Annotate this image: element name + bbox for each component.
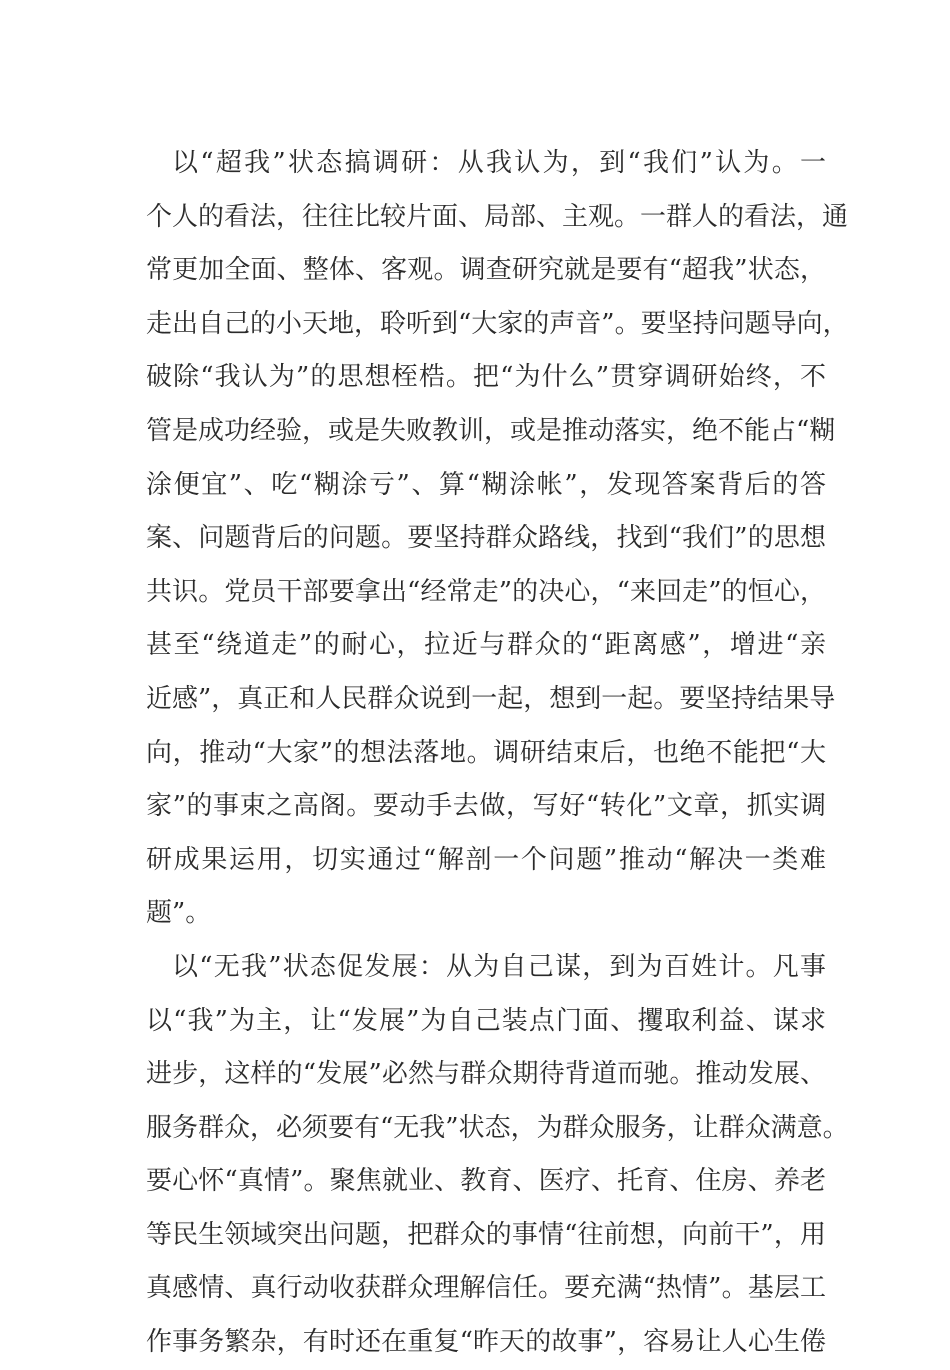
text-line: 甚至“绕道走”的耐心，拉近与群众的“距离感”，增进“亲 [146,630,826,661]
document-body [146,137,849,1370]
text-line: 以“无我”状态促发展：从为自己谋，到为百姓计。凡事 [172,951,826,982]
text-line: 案、问题背后的问题。要坚持群众路线，找到“我们”的思想 [146,523,826,554]
text-line: 以“超我”状态搞调研：从我认为，到“我们”认为。一 [172,148,826,178]
text-line: 家”的事束之高阁。要动手去做，写好“转化”文章，抓实调 [146,791,826,822]
text-line: 以“我”为主，让“发展”为自己装点门面、攫取利益、谋求 [146,1005,826,1036]
text-line: 真感情、真行动收获群众理解信任。要充满“热情”。基层工 [146,1273,826,1304]
text-line: 题”。 [146,898,212,929]
text-line: 涂便宜”、吃“糊涂亏”、算“糊涂帐”，发现答案背后的答 [146,469,826,500]
text-line: 研成果运用，切实通过“解剖一个问题”推动“解决一类难 [146,844,826,875]
text-line: 作事务繁杂，有时还在重复“昨天的故事”，容易让人心生倦 [146,1327,826,1358]
paragraph-development [146,941,849,1370]
text-line: 管是成功经验，或是失败教训，或是推动落实，绝不能占“糊 [146,415,836,446]
text-line: 进步，这样的“发展”必然与群众期待背道而驰。推动发展、 [146,1059,826,1090]
text-line: 等民生领域突出问题，把群众的事情“往前想，向前干”，用 [146,1219,826,1250]
text-line: 要心怀“真情”。聚焦就业、教育、医疗、托育、住房、养老 [146,1166,826,1197]
text-line: 破除“我认为”的思想桎梏。把“为什么”贯穿调研始终，不 [146,362,826,393]
text-line: 服务群众，必须要有“无我”状态，为群众服务，让群众满意。 [146,1112,849,1143]
paragraph-research [146,137,849,941]
text-line: 常更加全面、整体、客观。调查研究就是要有“超我”状态， [146,255,826,286]
text-line: 个人的看法，往往比较片面、局部、主观。一群人的看法，通 [146,201,849,232]
text-line: 共识。党员干部要拿出“经常走”的决心，“来回走”的恒心， [146,576,826,607]
text-line: 向，推动“大家”的想法落地。调研结束后，也绝不能把“大 [146,737,826,768]
text-line: 走出自己的小天地，聆听到“大家的声音”。要坚持问题导向， [146,308,849,339]
text-line: 近感”，真正和人民群众说到一起，想到一起。要坚持结果导 [146,683,836,714]
